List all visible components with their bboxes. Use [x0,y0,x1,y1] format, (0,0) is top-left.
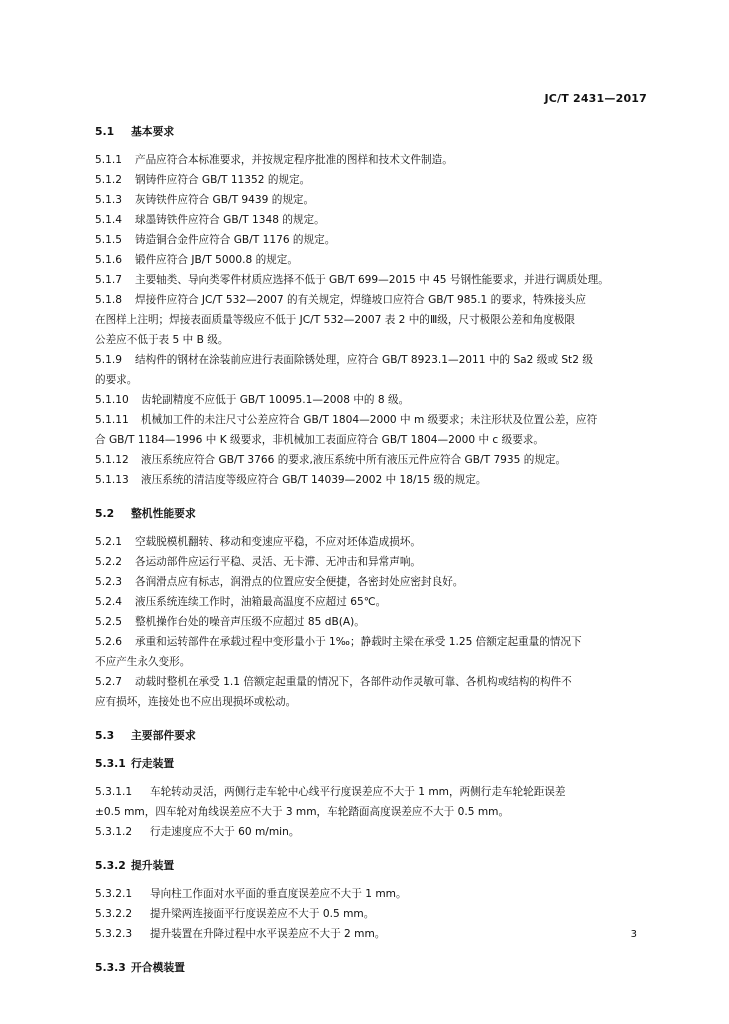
clause-line [95,290,655,310]
section-number: 5.2 [95,507,115,520]
section-heading [95,754,655,774]
clause-line [95,170,655,190]
clause-line [95,532,655,552]
clause-text: 锻件应符合 JB/T 5000.8 的规定。 [135,254,298,266]
clause-line [95,410,655,430]
clause-line [95,924,655,944]
clause-line [95,552,655,572]
clause-line [95,310,655,330]
document-body [95,122,655,986]
clause-text: 的要求。 [95,374,138,386]
clause-text: 动载时整机在承受 1.1 倍额定起重量的情况下，各部件动作灵敏可靠、各机构或结构的构件不 [135,676,572,688]
spacer [95,978,655,986]
section-number: 5.3.3 [95,961,126,974]
section-number: 5.3 [95,729,115,742]
section-number: 5.1 [95,125,115,138]
clause-line [95,150,655,170]
clause-line [95,632,655,652]
clause-text: 承重和运转部件在承载过程中变形量小于 1‰；静载时主梁在承受 1.25 倍额定起重量的情况下 [135,636,582,648]
section-title: 主要部件要求 [131,729,196,742]
clause-line [95,390,655,410]
clause-text: 结构件的钢材在涂装前应进行表面除锈处理，应符合 GB/T 8923.1—2011 中的 Sa2 级或 St2 级 [135,354,593,366]
clause-text: 行走速度应不大于 60 m/min。 [150,826,300,838]
standard-code-header: JC/T 2431—2017 [544,92,647,105]
spacer [95,876,655,884]
clause-line [95,884,655,904]
clause-line [95,250,655,270]
section-title: 行走装置 [131,757,175,770]
clause-number: 5.1.5 [95,234,122,246]
clause-text: 液压系统连续工作时，油箱最高温度不应超过 65℃。 [135,596,387,608]
clause-line [95,572,655,592]
clause-text: 车轮转动灵活，两侧行走车轮中心线平行度误差应不大于 1 mm，两侧行走车轮轮距误差 [150,786,566,798]
clause-text: 钢铸件应符合 GB/T 11352 的规定。 [135,174,311,186]
clause-number: 5.3.1.1 [95,786,133,798]
clause-line [95,592,655,612]
clause-text: 合 GB/T 1184—1996 中 K 级要求，非机械加工表面应符合 GB/T 1804—2000 中 c 级要求。 [95,434,544,446]
clause-text: 铸造铜合金件应符合 GB/T 1176 的规定。 [135,234,336,246]
clause-line [95,802,655,822]
clause-text: 空载脱模机翻转、移动和变速应平稳，不应对坯体造成损坏。 [135,536,422,548]
clause-line [95,330,655,350]
clause-number: 5.1.1 [95,154,122,166]
clause-line [95,350,655,370]
clause-text: 焊接件应符合 JC/T 532—2007 的有关规定，焊缝坡口应符合 GB/T 985.1 的要求，特殊接头应 [135,294,587,306]
clause-number: 5.2.5 [95,616,122,628]
clause-text: 机械加工件的未注尺寸公差应符合 GB/T 1804—2000 中 m 级要求；未注形状及位置公差，应符 [141,414,598,426]
section-heading [95,504,655,524]
clause-line [95,370,655,390]
clause-number: 5.2.7 [95,676,122,688]
clause-text: 提升梁两连接面平行度误差应不大于 0.5 mm。 [150,908,375,920]
clause-line [95,612,655,632]
clause-number: 5.3.2.2 [95,908,133,920]
section-title: 基本要求 [131,125,175,138]
clause-line [95,652,655,672]
clause-text: 各润滑点应有标志，润滑点的位置应安全便捷，各密封处应密封良好。 [135,576,464,588]
spacer [95,712,655,726]
section-title: 开合模装置 [131,961,185,974]
clause-number: 5.1.4 [95,214,122,226]
clause-line [95,692,655,712]
clause-number: 5.1.7 [95,274,122,286]
clause-text: ±0.5 mm，四车轮对角线误差应不大于 3 mm，车轮踏面高度误差应不大于 0.5 mm。 [95,806,510,818]
clause-line [95,230,655,250]
clause-text: 产品应符合本标准要求，并按规定程序批准的图样和技术文件制造。 [135,154,453,166]
section-title: 提升装置 [131,859,175,872]
clause-text: 应有损坏，连接处也不应出现损坏或松动。 [95,696,297,708]
spacer [95,142,655,150]
clause-line [95,270,655,290]
clause-line [95,190,655,210]
section-number: 5.3.2 [95,859,126,872]
clause-text: 在图样上注明；焊接表面质量等级应不低于 JC/T 532—2007 表 2 中的Ⅲ级，尺寸极限公差和角度极限 [95,314,575,326]
clause-text: 各运动部件应运行平稳、灵活、无卡滞、无冲击和异常声响。 [135,556,422,568]
clause-number: 5.1.11 [95,414,129,426]
clause-text: 液压系统应符合 GB/T 3766 的要求,液压系统中所有液压元件应符合 GB/T 7935 的规定。 [141,454,567,466]
clause-number: 5.1.2 [95,174,122,186]
clause-number: 5.1.3 [95,194,122,206]
clause-text: 液压系统的清洁度等级应符合 GB/T 14039—2002 中 18/15 级的规定。 [141,474,487,486]
section-title: 整机性能要求 [131,507,196,520]
clause-number: 5.1.10 [95,394,129,406]
section-heading [95,958,655,978]
section-heading [95,122,655,142]
spacer [95,524,655,532]
spacer [95,746,655,754]
clause-text: 不应产生永久变形。 [95,656,191,668]
clause-number: 5.2.3 [95,576,122,588]
spacer [95,842,655,856]
clause-text: 导向柱工作面对水平面的垂直度误差应不大于 1 mm。 [150,888,407,900]
page-number: 3 [630,929,637,940]
section-heading [95,726,655,746]
clause-text: 公差应不低于表 5 中 B 级。 [95,334,229,346]
clause-number: 5.1.12 [95,454,129,466]
clause-number: 5.1.6 [95,254,122,266]
clause-line [95,470,655,490]
clause-number: 5.2.4 [95,596,122,608]
clause-text: 整机操作台处的噪音声压级不应超过 85 dB(A)。 [135,616,365,628]
clause-line [95,822,655,842]
clause-text: 提升装置在升降过程中水平误差应不大于 2 mm。 [150,928,386,940]
clause-line [95,672,655,692]
clause-number: 5.2.6 [95,636,122,648]
clause-number: 5.1.13 [95,474,129,486]
clause-line [95,782,655,802]
clause-line [95,904,655,924]
clause-number: 5.3.2.3 [95,928,133,940]
spacer [95,490,655,504]
clause-number: 5.2.2 [95,556,122,568]
section-number: 5.3.1 [95,757,126,770]
clause-number: 5.1.8 [95,294,122,306]
clause-text: 齿轮副精度不应低于 GB/T 10095.1—2008 中的 8 级。 [141,394,410,406]
clause-line [95,430,655,450]
clause-text: 灰铸铁件应符合 GB/T 9439 的规定。 [135,194,315,206]
clause-number: 5.1.9 [95,354,122,366]
spacer [95,944,655,958]
clause-number: 5.2.1 [95,536,122,548]
clause-text: 主要轴类、导向类零件材质应选择不低于 GB/T 699—2015 中 45 号钢性能要求，并进行调质处理。 [135,274,609,286]
clause-number: 5.3.1.2 [95,826,133,838]
section-heading [95,856,655,876]
clause-number: 5.3.2.1 [95,888,133,900]
spacer [95,774,655,782]
clause-line [95,210,655,230]
clause-line [95,450,655,470]
clause-text: 球墨铸铁件应符合 GB/T 1348 的规定。 [135,214,325,226]
